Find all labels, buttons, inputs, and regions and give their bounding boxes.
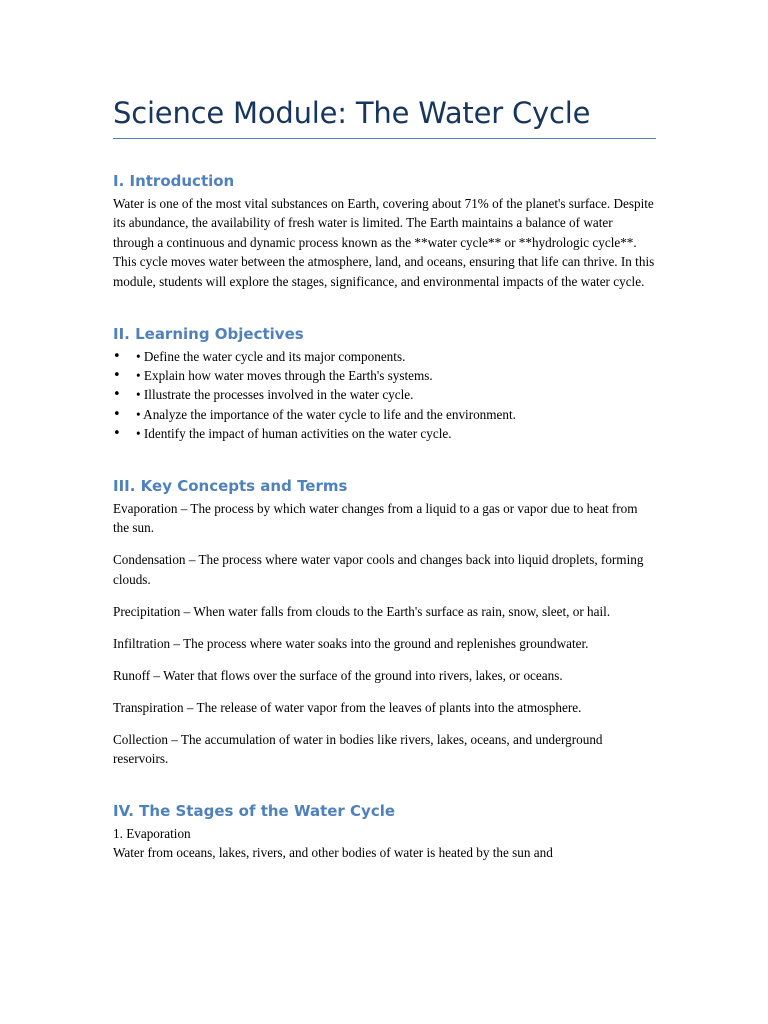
objective-text: • Define the water cycle and its major components.	[136, 349, 406, 365]
list-item	[113, 385, 656, 404]
bullet-icon: •	[113, 406, 121, 422]
term-precipitation: Precipitation – When water falls from clouds to the Earth's surface as rain, snow, sleet, or hail.	[113, 603, 611, 619]
objective-text: • Analyze the importance of the water cycle to life and the environment.	[136, 406, 516, 422]
section-heading-introduction: I. Introduction	[113, 172, 235, 190]
term-evaporation: Evaporation – The process by which water changes from a liquid to a gas or vapor due to heat from the sun.	[113, 501, 638, 536]
terms-list	[113, 499, 656, 769]
stage-subheading-evaporation: 1. Evaporation	[113, 825, 191, 841]
objective-text: • Explain how water moves through the Earth's systems.	[136, 368, 433, 384]
list-item	[113, 424, 656, 443]
section-heading-learning-objectives: II. Learning Objectives	[113, 325, 304, 344]
list-item	[113, 405, 656, 424]
bullet-icon: •	[113, 425, 121, 441]
list-item	[113, 347, 656, 366]
introduction-paragraph: Water is one of the most vital substances on Earth, covering about 71% of the planet's surface. Despite its abundance, the availability of fresh water is limited. The Earth maintains a balance of water through a continuous and dynamic process known as the **water cycle** or **hydrologic cycle**. This cycle moves water between the atmosphere, land, and oceans, ensuring that life can thrive. In this module, students will explore the stages, significance, and environmental impacts of the water cycle.	[113, 196, 655, 289]
term-collection: Collection – The accumulation of water in bodies like rivers, lakes, oceans, and underground reservoirs.	[113, 731, 603, 767]
bullet-icon: •	[113, 368, 121, 384]
objectives-list	[113, 347, 656, 443]
term-transpiration: Transpiration – The release of water vapor from the leaves of plants into the atmosphere.	[113, 699, 582, 715]
objective-text: • Illustrate the processes involved in the water cycle.	[136, 387, 414, 403]
term-condensation: Condensation – The process where water vapor cools and changes back into liquid droplets, forming clouds.	[113, 552, 644, 587]
document-body	[113, 92, 656, 862]
term-infiltration: Infiltration – The process where water soaks into the ground and replenishes groundwater.	[113, 635, 589, 651]
stage-evaporation-paragraph: Water from oceans, lakes, rivers, and other bodies of water is heated by the sun and	[113, 845, 553, 861]
document-title: Science Module: The Water Cycle	[113, 96, 591, 130]
list-item	[113, 366, 656, 385]
title-underline	[113, 138, 656, 139]
bullet-icon: •	[113, 349, 121, 365]
objective-text: • Identify the impact of human activities on the water cycle.	[136, 425, 452, 441]
term-runoff: Runoff – Water that flows over the surface of the ground into rivers, lakes, or oceans.	[113, 667, 563, 683]
section-heading-stages: IV. The Stages of the Water Cycle	[113, 801, 396, 820]
bullet-icon: •	[113, 387, 121, 403]
section-heading-key-concepts: III. Key Concepts and Terms	[113, 477, 348, 496]
